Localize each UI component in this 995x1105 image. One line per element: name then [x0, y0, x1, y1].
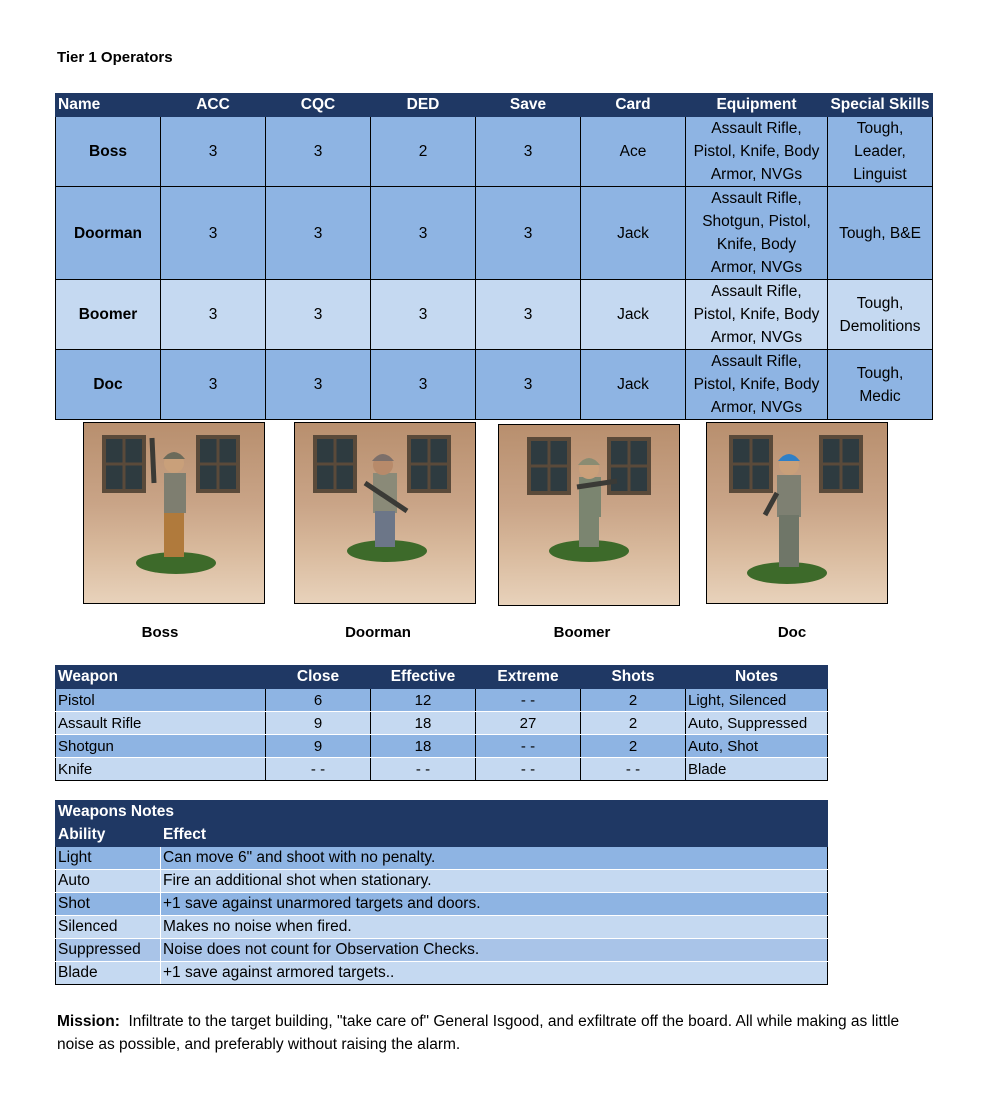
equipment-line: Assault Rifle,	[711, 120, 802, 137]
operator-name: Doorman	[56, 187, 161, 280]
weapons-notes-title-row	[56, 801, 828, 824]
header-effect: Effect	[161, 824, 828, 847]
skill-line: Demolitions	[839, 317, 921, 335]
ability-name: Light	[56, 847, 161, 870]
photo-doorman	[294, 422, 476, 604]
ability-row	[56, 847, 828, 870]
equipment-line: Armor, NVGs	[710, 166, 803, 183]
header-acc: ACC	[161, 94, 266, 117]
operator-acc: 3	[161, 280, 266, 350]
ability-name: Silenced	[56, 916, 161, 939]
header-notes: Notes	[686, 666, 828, 689]
operator-skills	[828, 280, 933, 350]
operator-card: Jack	[581, 187, 686, 280]
weapon-extreme: 27	[476, 712, 581, 735]
operator-row-doorman	[56, 187, 933, 280]
ability-effect: +1 save against unarmored targets and doors.	[161, 893, 828, 916]
weapon-row	[56, 712, 828, 735]
operator-cqc: 3	[266, 187, 371, 280]
weapon-shots: - -	[581, 758, 686, 781]
header-card: Card	[581, 94, 686, 117]
operator-acc: 3	[161, 117, 266, 187]
operator-acc: 3	[161, 350, 266, 420]
skill-line: Tough,	[856, 294, 904, 312]
header-close: Close	[266, 666, 371, 689]
operator-save: 3	[476, 117, 581, 187]
ability-name: Blade	[56, 962, 161, 985]
ability-effect: Can move 6" and shoot with no penalty.	[161, 847, 828, 870]
header-cqc: CQC	[266, 94, 371, 117]
operator-cqc: 3	[266, 280, 371, 350]
equipment-line: Pistol, Knife, Body	[693, 306, 820, 323]
mission-paragraph	[57, 1010, 937, 1056]
header-save: Save	[476, 94, 581, 117]
weapons-notes-title: Weapons Notes	[56, 801, 828, 824]
ability-name: Shot	[56, 893, 161, 916]
weapon-name: Assault Rifle	[56, 712, 266, 735]
header-shots: Shots	[581, 666, 686, 689]
photo-doc	[706, 422, 888, 604]
photo-caption-boss: Boss	[141, 624, 179, 641]
header-extreme: Extreme	[476, 666, 581, 689]
operator-equipment	[686, 187, 828, 280]
operator-name: Doc	[56, 350, 161, 420]
operator-equipment	[686, 117, 828, 187]
weapons-notes-header-row	[56, 824, 828, 847]
weapon-name: Knife	[56, 758, 266, 781]
ability-row	[56, 870, 828, 893]
ability-effect: Fire an additional shot when stationary.	[161, 870, 828, 893]
weapon-notes: Blade	[686, 758, 828, 781]
weapon-close: 9	[266, 735, 371, 758]
equipment-line: Knife, Body	[716, 236, 797, 253]
operator-row-boss	[56, 117, 933, 187]
ability-row	[56, 939, 828, 962]
header-equipment: Equipment	[686, 94, 828, 117]
skill-line: Tough,	[856, 364, 904, 382]
weapon-row	[56, 735, 828, 758]
equipment-line: Pistol, Knife, Body	[693, 143, 820, 160]
equipment-line: Armor, NVGs	[710, 259, 803, 276]
weapon-shots: 2	[581, 689, 686, 712]
operator-name: Boss	[56, 117, 161, 187]
header-effective: Effective	[371, 666, 476, 689]
ability-name: Auto	[56, 870, 161, 893]
photo-caption-doorman: Doorman	[345, 624, 411, 641]
equipment-line: Armor, NVGs	[710, 329, 803, 346]
weapon-shots: 2	[581, 712, 686, 735]
operator-row-boomer	[56, 280, 933, 350]
equipment-line: Assault Rifle,	[711, 283, 802, 300]
operator-skills	[828, 117, 933, 187]
operator-card: Ace	[581, 117, 686, 187]
weapons-table	[55, 665, 828, 781]
weapon-extreme: - -	[476, 689, 581, 712]
weapons-notes-table	[55, 800, 828, 985]
photo-caption-boomer: Boomer	[553, 624, 611, 641]
miniature-figure-image	[707, 423, 887, 603]
page-title: Tier 1 Operators	[57, 49, 173, 66]
operator-ded: 3	[371, 187, 476, 280]
header-special-skills: Special Skills	[828, 94, 933, 117]
skill-line: Medic	[859, 387, 901, 405]
equipment-line: Shotgun, Pistol,	[702, 213, 811, 230]
operator-skills	[828, 350, 933, 420]
miniature-figure-image	[499, 425, 679, 605]
miniature-figure-image	[295, 423, 475, 603]
ability-effect: Noise does not count for Observation Checks.	[161, 939, 828, 962]
weapon-row	[56, 758, 828, 781]
skill-line: Tough, B&E	[839, 224, 921, 242]
weapon-close: 9	[266, 712, 371, 735]
weapon-effective: 18	[371, 735, 476, 758]
ability-effect: +1 save against armored targets..	[161, 962, 828, 985]
photo-boomer	[498, 424, 680, 606]
operator-cqc: 3	[266, 117, 371, 187]
operator-ded: 3	[371, 280, 476, 350]
equipment-line: Armor, NVGs	[710, 399, 803, 416]
equipment-line: Pistol, Knife, Body	[693, 376, 820, 393]
equipment-line: Assault Rifle,	[711, 353, 802, 370]
weapon-extreme: - -	[476, 735, 581, 758]
mission-label: Mission:	[57, 1013, 120, 1030]
equipment-line: Assault Rifle,	[711, 190, 802, 207]
weapon-effective: - -	[371, 758, 476, 781]
operator-save: 3	[476, 280, 581, 350]
operator-ded: 3	[371, 350, 476, 420]
weapon-extreme: - -	[476, 758, 581, 781]
mission-text: Infiltrate to the target building, "take care of" General Isgood, and exfiltrate off the board. All while making as little noise as possible, and preferably without raising the alarm.	[57, 1013, 900, 1053]
ability-row	[56, 962, 828, 985]
operator-save: 3	[476, 350, 581, 420]
header-ded: DED	[371, 94, 476, 117]
operator-card: Jack	[581, 280, 686, 350]
operator-skills	[828, 187, 933, 280]
miniature-figure-image	[84, 423, 264, 603]
weapon-row	[56, 689, 828, 712]
weapon-close: - -	[266, 758, 371, 781]
weapons-header-row	[56, 666, 828, 689]
operators-table	[55, 93, 933, 420]
weapon-notes: Auto, Suppressed	[686, 712, 828, 735]
header-ability: Ability	[56, 824, 161, 847]
skill-line: Tough,	[856, 120, 904, 137]
weapon-effective: 18	[371, 712, 476, 735]
weapon-shots: 2	[581, 735, 686, 758]
photo-caption-doc: Doc	[777, 624, 807, 641]
operator-ded: 2	[371, 117, 476, 187]
operator-card: Jack	[581, 350, 686, 420]
ability-row	[56, 916, 828, 939]
operator-equipment	[686, 350, 828, 420]
weapon-name: Pistol	[56, 689, 266, 712]
operator-row-doc	[56, 350, 933, 420]
skill-line: Linguist	[853, 166, 907, 183]
weapon-notes: Auto, Shot	[686, 735, 828, 758]
ability-name: Suppressed	[56, 939, 161, 962]
skill-line: Leader,	[854, 143, 906, 160]
ability-row	[56, 893, 828, 916]
weapon-notes: Light, Silenced	[686, 689, 828, 712]
weapon-name: Shotgun	[56, 735, 266, 758]
operator-name: Boomer	[56, 280, 161, 350]
operator-cqc: 3	[266, 350, 371, 420]
operator-save: 3	[476, 187, 581, 280]
header-weapon: Weapon	[56, 666, 266, 689]
weapon-effective: 12	[371, 689, 476, 712]
ability-effect: Makes no noise when fired.	[161, 916, 828, 939]
operator-equipment	[686, 280, 828, 350]
header-name: Name	[56, 94, 161, 117]
weapon-close: 6	[266, 689, 371, 712]
operators-header-row	[56, 94, 933, 117]
photo-boss	[83, 422, 265, 604]
operator-acc: 3	[161, 187, 266, 280]
